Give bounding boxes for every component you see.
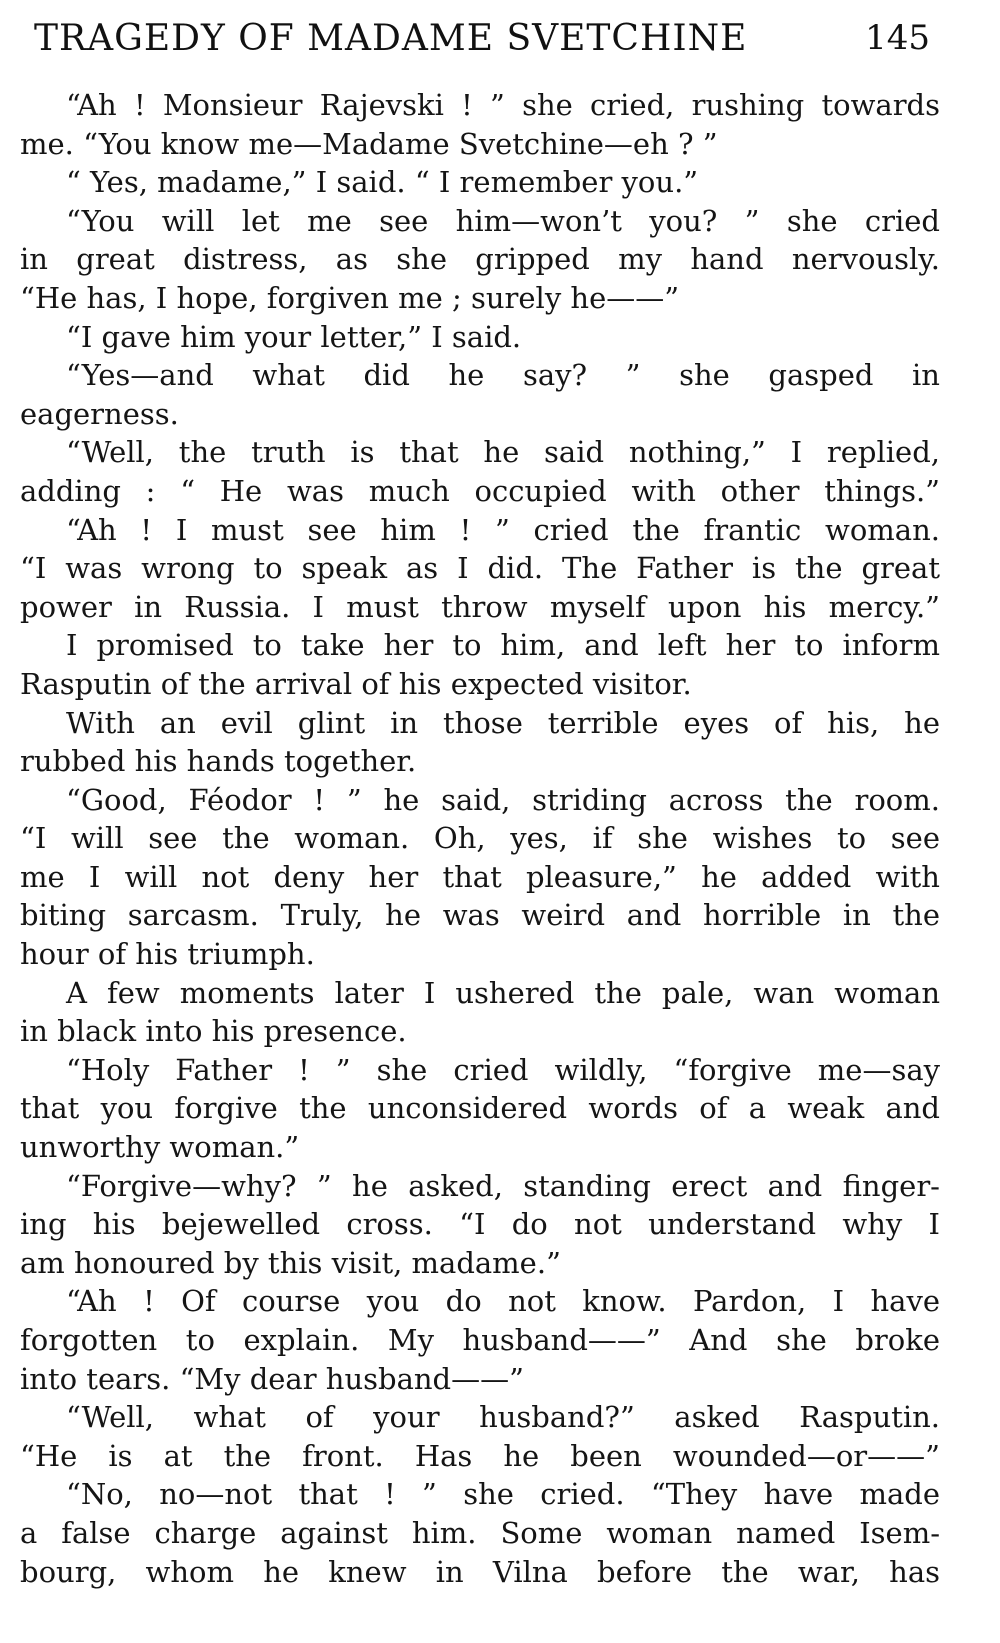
text-line: “Ah ! I must see him ! ” cried the frantic woman. xyxy=(66,512,940,547)
text-line: “I was wrong to speak as I did. The Father is the great xyxy=(20,551,940,586)
text-line: “Good, Féodor ! ” he said, striding across the room. xyxy=(66,782,940,817)
text-line: “Forgive—why? ” he asked, standing erect and finger- xyxy=(66,1168,940,1203)
text-line: hour of his triumph. xyxy=(20,937,315,972)
text-line: rubbed his hands together. xyxy=(20,744,417,779)
text-line: “I will see the woman. Oh, yes, if she wishes to see xyxy=(20,821,940,856)
text-line: “Yes—and what did he say? ” she gasped in xyxy=(66,358,940,393)
text-line: into tears. “My dear husband——” xyxy=(20,1361,524,1396)
text-line: bourg, whom he knew in Vilna before the war, has xyxy=(20,1554,940,1589)
text-line: am honoured by this visit, madame.” xyxy=(20,1245,561,1280)
text-line: “Holy Father ! ” she cried wildly, “forgive me—say xyxy=(66,1052,940,1087)
text-line: “Well, what of your husband?” asked Rasputin. xyxy=(66,1400,940,1435)
text-line: I promised to take her to him, and left her to inform xyxy=(66,628,940,663)
text-line: “No, no—not that ! ” she cried. “They have made xyxy=(66,1477,940,1512)
body-text xyxy=(20,86,940,1591)
text-line: “Well, the truth is that he said nothing,” I replied, xyxy=(66,435,940,470)
text-line: in black into his presence. xyxy=(20,1014,407,1049)
text-line: “You will let me see him—won’t you? ” she cried xyxy=(66,203,940,238)
book-page xyxy=(20,0,940,1643)
page-number: 145 xyxy=(865,18,930,58)
text-line: “Ah ! Of course you do not know. Pardon, I have xyxy=(66,1284,940,1319)
text-line: “I gave him your letter,” I said. xyxy=(66,319,522,354)
text-line: me. “You know me—Madame Svetchine—eh ? ” xyxy=(20,126,718,161)
text-line: me I will not deny her that pleasure,” he added with xyxy=(20,859,940,894)
text-line: Rasputin of the arrival of his expected visitor. xyxy=(20,666,692,701)
text-line: “ Yes, madame,” I said. “ I remember you.” xyxy=(66,165,699,200)
running-header xyxy=(20,0,940,84)
text-line: unworthy woman.” xyxy=(20,1130,300,1165)
text-line: adding : “ He was much occupied with other things.” xyxy=(20,473,940,508)
text-line: forgotten to explain. My husband——” And she broke xyxy=(20,1323,940,1357)
text-line: “He is at the front. Has he been wounded—or——” xyxy=(20,1438,940,1473)
text-line: biting sarcasm. Truly, he was weird and horrible in the xyxy=(20,898,940,933)
text-line: A few moments later I ushered the pale, wan woman xyxy=(66,975,940,1010)
text-line: a false charge against him. Some woman named Isem- xyxy=(20,1515,940,1550)
text-line: that you forgive the unconsidered words of a weak and xyxy=(20,1091,940,1126)
text-line: With an evil glint in those terrible eyes of his, he xyxy=(66,705,940,740)
text-line: ing his bejewelled cross. “I do not understand why I xyxy=(20,1207,940,1242)
text-line: power in Russia. I must throw myself upon his mercy.” xyxy=(20,589,940,624)
text-line: “Ah ! Monsieur Rajevski ! ” she cried, rushing towards xyxy=(66,88,940,122)
text-line: eagerness. xyxy=(20,396,179,431)
running-title: TRAGEDY OF MADAME SVETCHINE xyxy=(34,18,748,59)
text-line: “He has, I hope, forgiven me ; surely he——” xyxy=(20,280,680,315)
text-line: in great distress, as she gripped my hand nervously. xyxy=(20,242,940,277)
